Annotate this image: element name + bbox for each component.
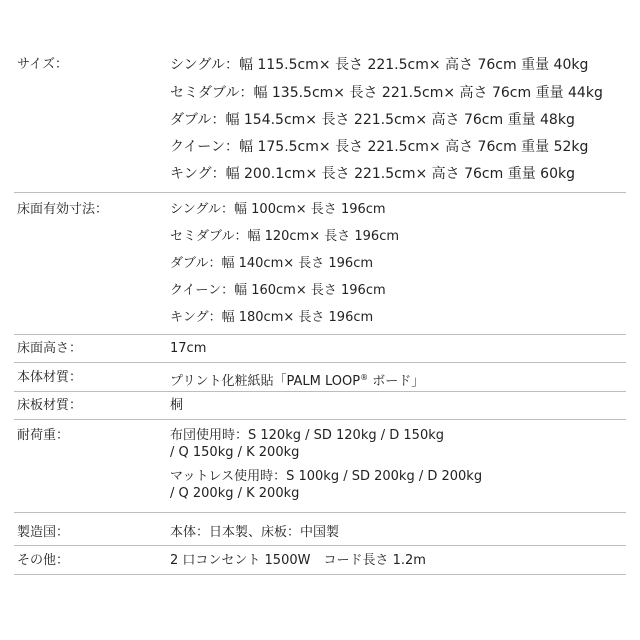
registered-mark: ®	[360, 373, 369, 382]
spec-label-floor-material: 床板材質：	[17, 398, 83, 413]
floor-dims-line-queen: クイーン：幅 160cm× 長さ 196cm	[170, 283, 386, 298]
size-line-double: ダブル：幅 154.5cm× 長さ 221.5cm× 高さ 76cm 重量 48kg	[170, 112, 575, 128]
spec-label-origin: 製造国：	[17, 525, 70, 540]
divider	[14, 192, 626, 193]
size-line-king: キング：幅 200.1cm× 長さ 221.5cm× 高さ 76cm 重量 60kg	[170, 166, 575, 182]
spec-label-load: 耐荷重：	[17, 428, 70, 443]
floor-dims-line-double: ダブル：幅 140cm× 長さ 196cm	[170, 256, 374, 271]
load-mattress-line: マットレス使用時：S 100kg / SD 200kg / D 200kg	[170, 469, 483, 484]
size-line-single: シングル：幅 115.5cm× 長さ 221.5cm× 高さ 76cm 重量 40kg	[170, 57, 589, 73]
load-mattress-line-cont: / Q 200kg / K 200kg	[170, 486, 300, 501]
floor-dims-line-king: キング：幅 180cm× 長さ 196cm	[170, 310, 374, 325]
other-value: 2 口コンセント 1500W コード長さ 1.2m	[170, 553, 426, 568]
body-material-suffix: ボード」	[368, 374, 425, 389]
floor-material-value: 桐	[170, 398, 184, 413]
body-material-value	[170, 370, 424, 390]
load-futon-line-cont: / Q 150kg / K 200kg	[170, 445, 300, 460]
body-material-text: プリント化粧紙貼「PALM LOOP	[170, 374, 361, 389]
spec-label-floor-dims: 床面有効寸法：	[17, 202, 109, 217]
divider	[14, 334, 626, 335]
floor-height-value: 17cm	[170, 341, 207, 356]
spec-label-size: サイズ：	[17, 57, 68, 72]
divider	[14, 512, 626, 513]
origin-value: 本体：日本製、床板：中国製	[170, 525, 340, 540]
divider	[14, 391, 626, 392]
spec-label-other: その他：	[17, 553, 70, 568]
size-line-queen: クイーン：幅 175.5cm× 長さ 221.5cm× 高さ 76cm 重量 52kg	[170, 139, 589, 155]
divider	[14, 545, 626, 546]
load-futon-line: 布団使用時：S 120kg / SD 120kg / D 150kg	[170, 428, 444, 443]
size-line-semi-double: セミダブル：幅 135.5cm× 長さ 221.5cm× 高さ 76cm 重量 44kg	[170, 85, 603, 101]
spec-label-body-material: 本体材質：	[17, 370, 83, 385]
divider	[14, 574, 626, 575]
floor-dims-line-single: シングル：幅 100cm× 長さ 196cm	[170, 202, 386, 217]
divider	[14, 362, 626, 363]
spec-label-floor-height: 床面高さ：	[17, 341, 83, 356]
divider	[14, 419, 626, 420]
floor-dims-line-semi-double: セミダブル：幅 120cm× 長さ 196cm	[170, 229, 400, 244]
